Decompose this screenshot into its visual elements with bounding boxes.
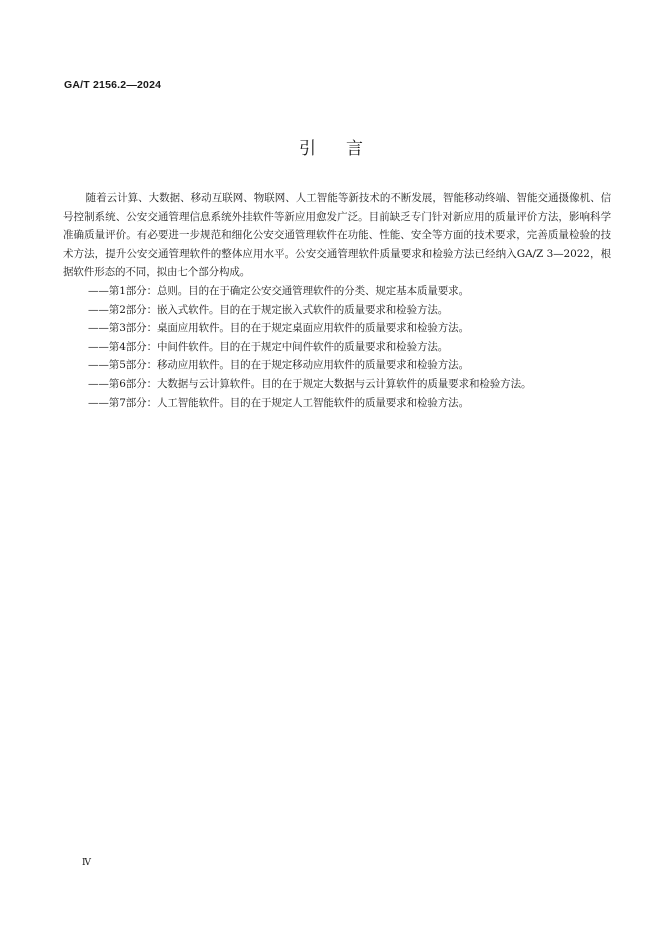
standard-number: GA/T 2156.2—2024 xyxy=(64,79,162,91)
page-title: 引言 xyxy=(299,139,393,159)
list-item: ——第6部分：大数据与云计算软件。目的在于规定大数据与云计算软件的质量要求和检验方法。 xyxy=(88,377,532,390)
list-item: ——第7部分：人工智能软件。目的在于规定人工智能软件的质量要求和检验方法。 xyxy=(88,396,469,409)
page-number: Ⅳ xyxy=(82,858,91,868)
list-item: ——第4部分：中间件软件。目的在于规定中间件软件的质量要求和检验方法。 xyxy=(88,340,449,353)
parts-list xyxy=(63,282,611,412)
intro-paragraph: 随着云计算、大数据、移动互联网、物联网、人工智能等新技术的不断发展，智能移动终端、智能交通摄像机、信号控制系统、公安交通管理信息系统外挂软件等新应用愈发广泛。目前缺乏专门针对新应用的质量评价方法，影响科学准确质量评价。有必要进一步规范和细化公安交通管理软件在功能、性能、安全等方面的技术要求，完善质量检验的技术方法，提升公安交通管理软件的整体应用水平。公安交通管理软件质量要求和检验方法已经纳入GA/Z 3—2022，根据软件形态的不同，拟由七个部分构成。 xyxy=(63,192,611,279)
list-item: ——第5部分：移动应用软件。目的在于规定移动应用软件的质量要求和检验方法。 xyxy=(88,359,469,372)
list-item: ——第3部分：桌面应用软件。目的在于规定桌面应用软件的质量要求和检验方法。 xyxy=(88,322,469,335)
list-item: ——第1部分：总则。目的在于确定公安交通管理软件的分类、规定基本质量要求。 xyxy=(88,284,469,297)
list-item: ——第2部分：嵌入式软件。目的在于规定嵌入式软件的质量要求和检验方法。 xyxy=(88,303,449,316)
document-body xyxy=(63,189,611,412)
